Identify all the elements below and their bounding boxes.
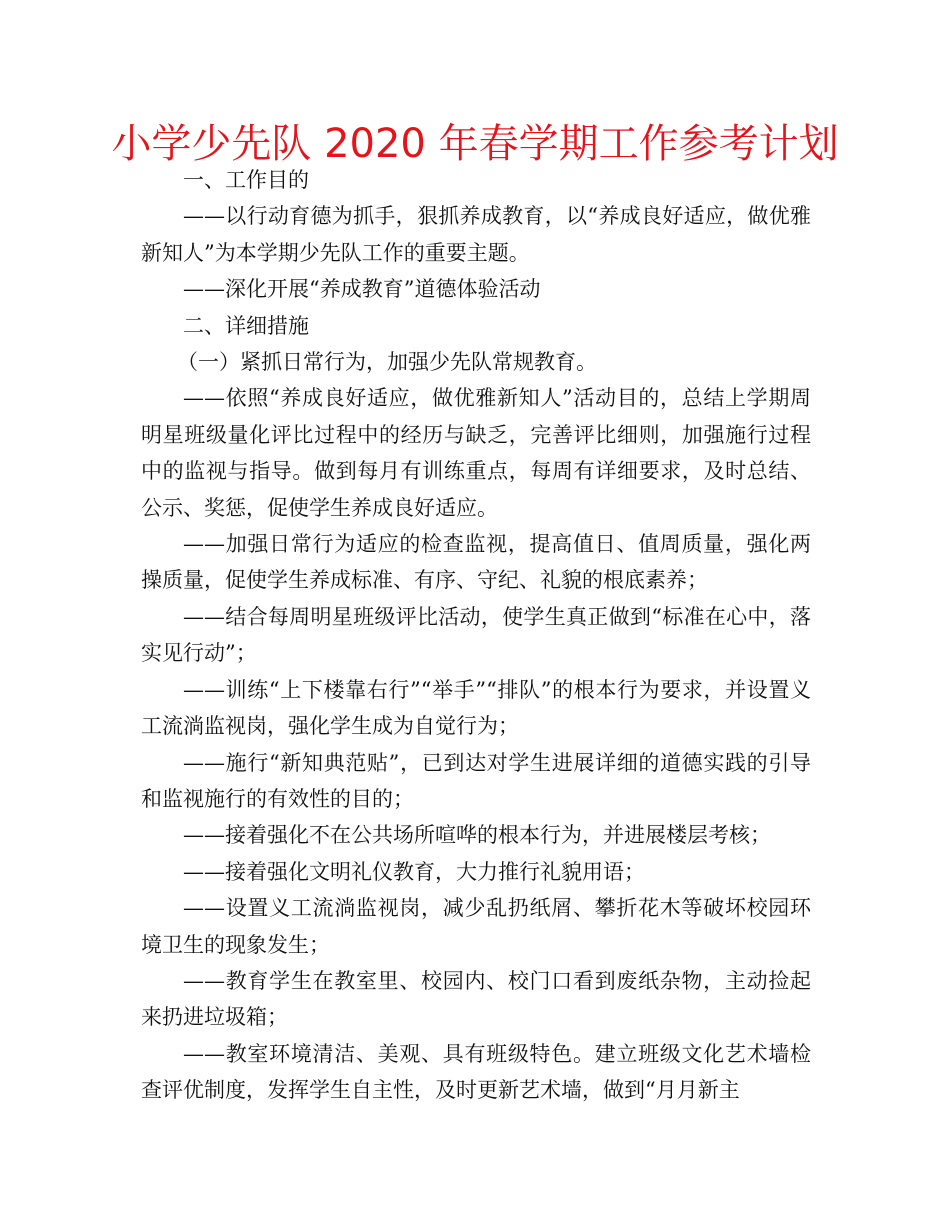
section-heading: 一、工作目的 (183, 168, 309, 192)
paragraph: ——深化开展“养成教育”道德体验活动 (183, 277, 541, 302)
document-title: 小学少先队 2020 年春学期工作参考计划 (111, 121, 839, 167)
paragraph: ——接着强化不在公共场所喧哗的根本行为，并进展楼层考核； (183, 823, 771, 848)
paragraph: ——结合每周明星班级评比活动，使学生真正做到“标准在心中，落实见行动”； (141, 604, 811, 666)
paragraph: ——加强日常行为适应的检查监视，提高值日、值周质量，强化两操质量，促使学生养成标准、有序、守纪、礼貌的根底素养； (141, 532, 811, 593)
paragraph: ——教育学生在教室里、校园内、校门口看到废纸杂物，主动捡起来扔进垃圾箱； (141, 968, 811, 1030)
paragraph: ——教室环境清洁、美观、具有班级特色。建立班级文化艺术墙检查评优制度，发挥学生自主性，及时更新艺术墙，做到“月月新主 (141, 1041, 811, 1103)
paragraph: ——依照“养成良好适应，做优雅新知人”活动目的，总结上学期周明星班级量化评比过程中的经历与缺乏，完善评比细则，加强施行过程中的监视与指导。做到每月有训练重点，每周有详细要求，及时总结、公示、奖惩，促使学生养成良好适应。 (141, 386, 811, 520)
document-body (141, 162, 811, 1109)
paragraph: ——施行“新知典范贴”，已到达对学生进展详细的道德实践的引导和监视施行的有效性的目的； (141, 750, 811, 811)
paragraph: ——设置义工流淌监视岗，减少乱扔纸屑、攀折花木等破坏校园环境卫生的现象发生； (141, 896, 811, 957)
subsection-heading: （一）紧抓日常行为，加强少先队常规教育。 (177, 350, 597, 375)
paragraph: ——以行动育德为抓手，狠抓养成教育，以“养成良好适应，做优雅新知人”为本学期少先队工作的重要主题。 (141, 204, 811, 265)
section-heading: 二、详细措施 (183, 313, 309, 338)
paragraph: ——接着强化文明礼仪教育，大力推行礼貌用语； (183, 859, 645, 884)
paragraph: ——训练“上下楼靠右行”“举手”“排队”的根本行为要求，并设置义工流淌监视岗，强化学生成为自觉行为； (141, 677, 811, 739)
